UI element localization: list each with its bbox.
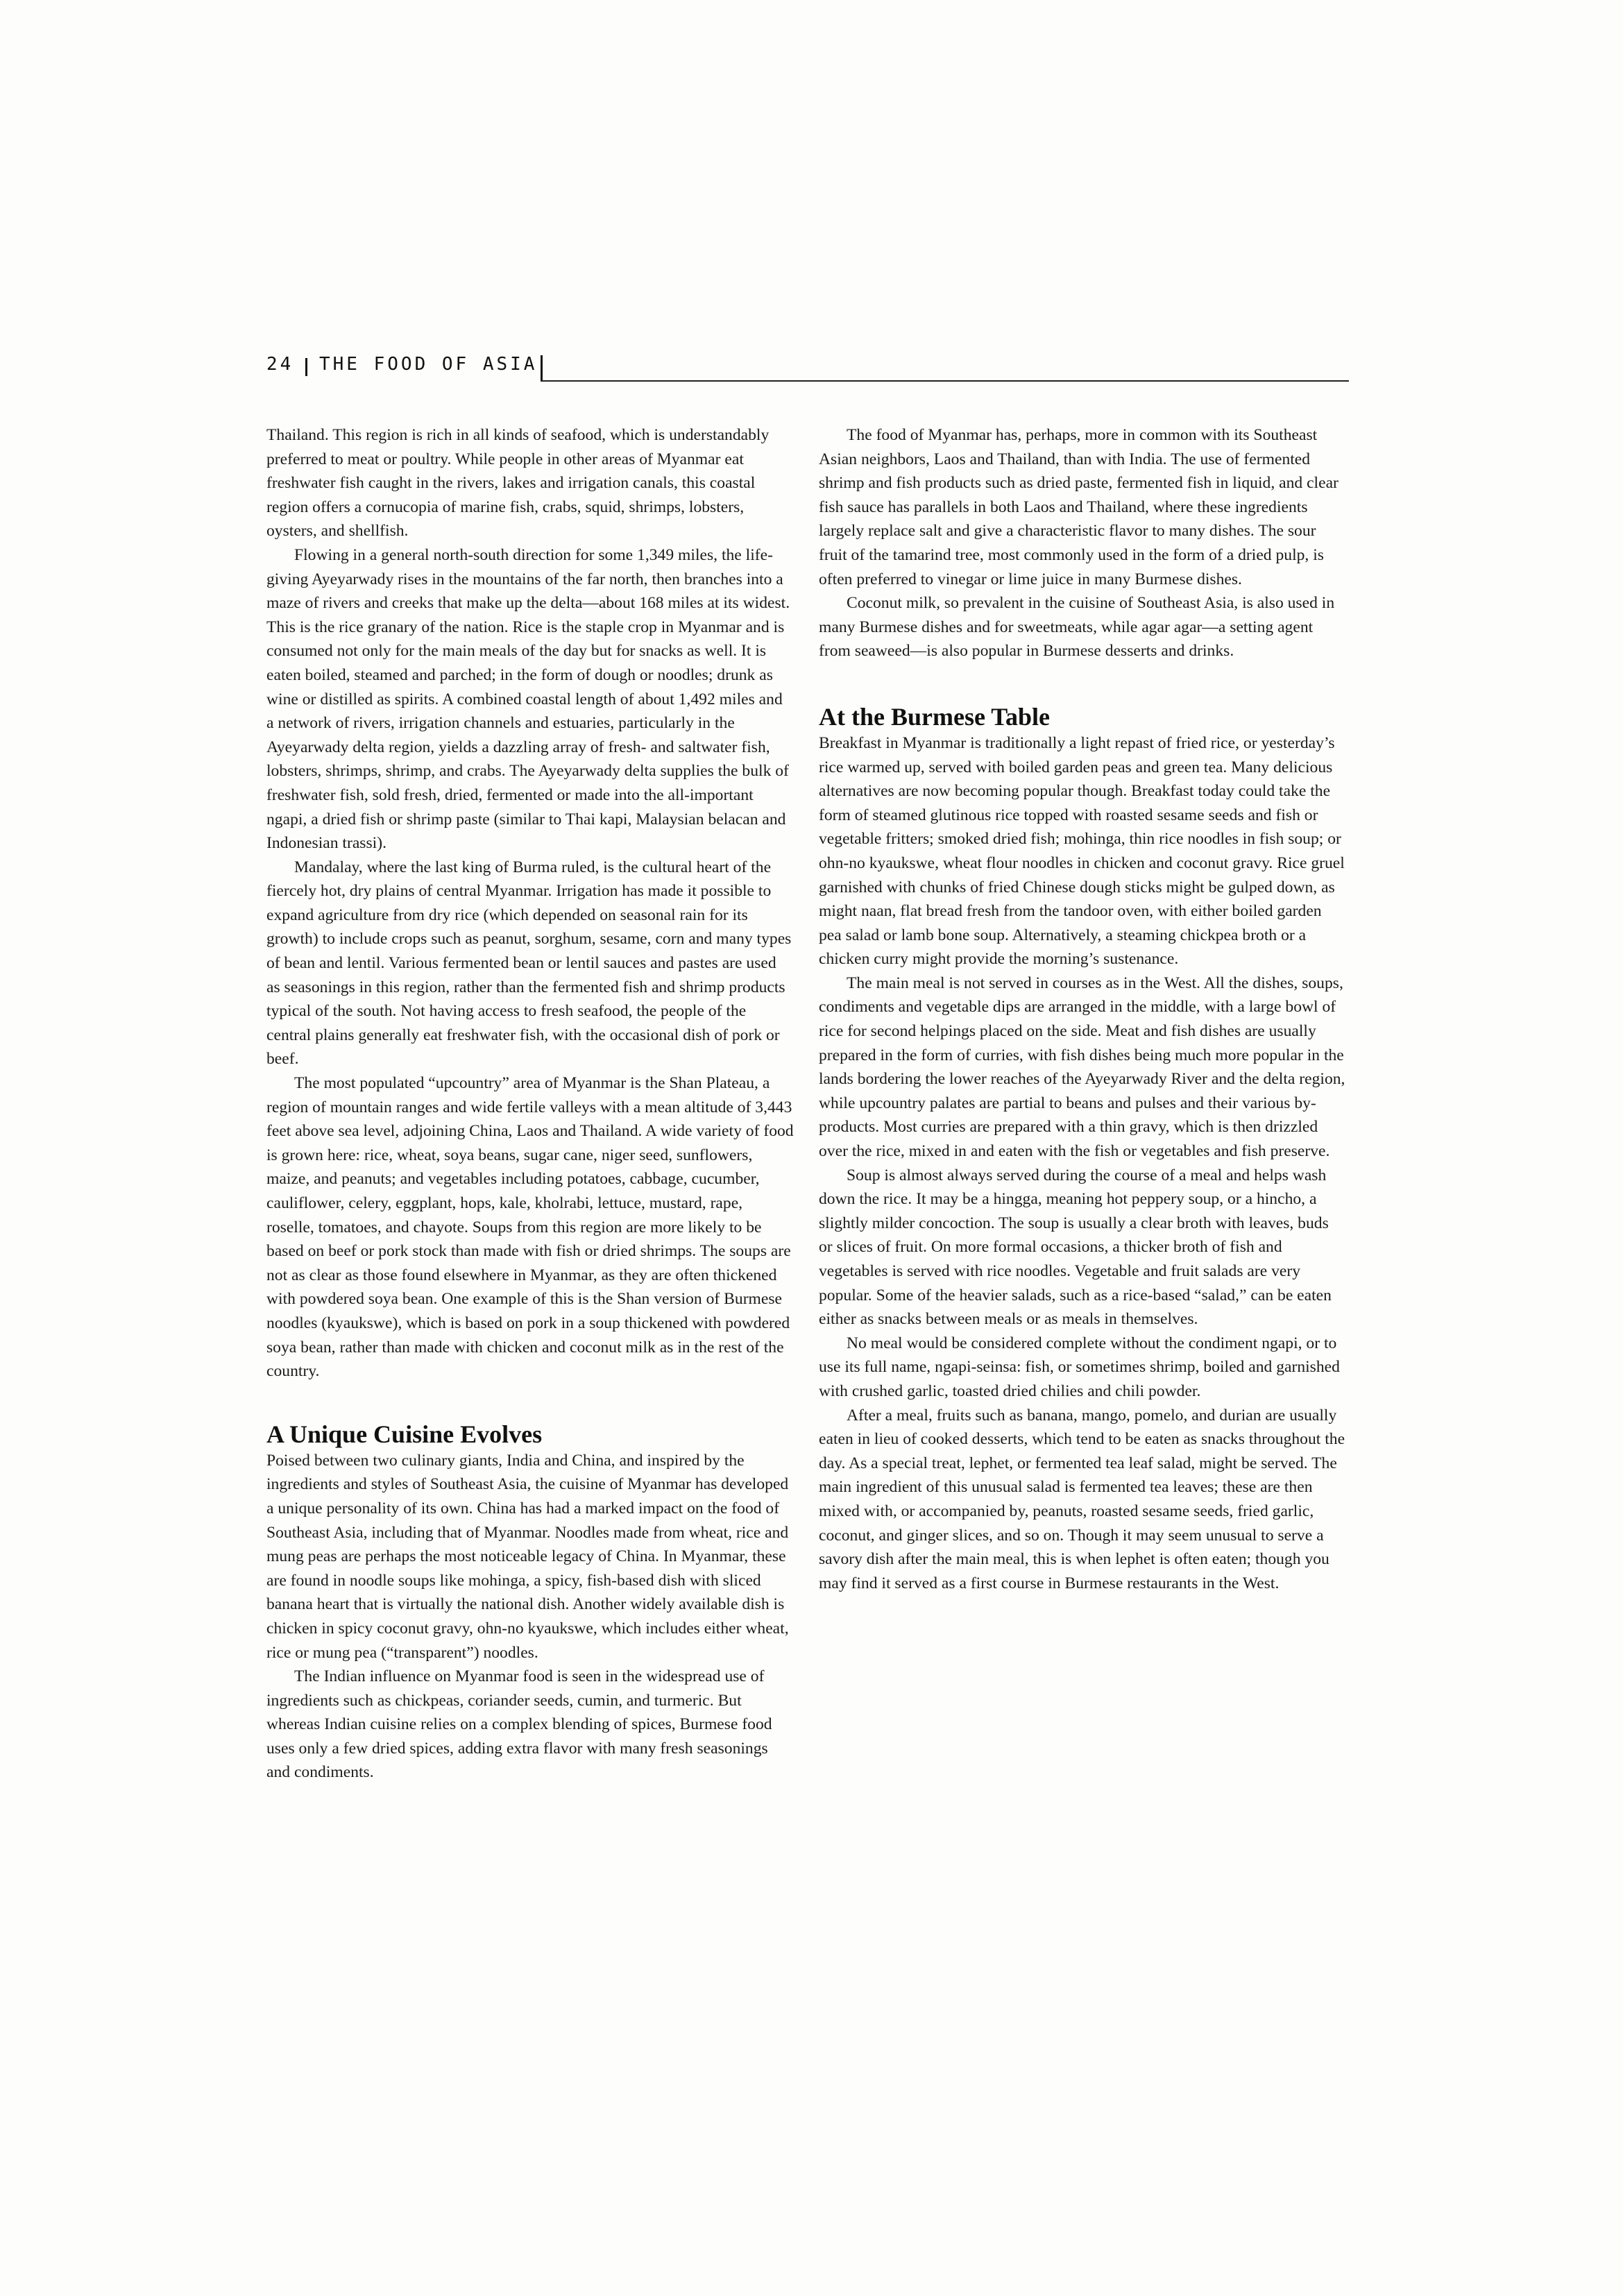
paragraph: The Indian influence on Myanmar food is seen in the widespread use of ingredients such as chickpeas, coriander seeds, cumin, and turmeric. But whereas Indian cuisine relies on a complex blending of spices, Burmese food uses only a few dried spices, adding extra flavor with many fresh seasonings and condiments. bbox=[266, 1667, 772, 1782]
left-column bbox=[266, 423, 794, 1785]
paragraph: The food of Myanmar has, perhaps, more in common with its Southeast Asian neighbors, Laos and Thailand, than with India. The use of fermented shrimp and fish products such as dried paste, fermented fish in liquid, and clear fish sauce has parallels in both Laos and Thailand, where these ingredients largely replace salt and give a characteristic flavor to many dishes. The sour fruit of the tamarind tree, most commonly used in the form of a dried pulp, is often preferred to vinegar or lime juice in many Burmese dishes. bbox=[819, 426, 1339, 588]
header-divider bbox=[305, 358, 307, 376]
paragraph: Poised between two culinary giants, India and China, and inspired by the ingredients and styles of Southeast Asia, the cuisine of Myanmar has developed a unique personality of its own. China has had a marked impact on the food of Southeast Asia, including that of Myanmar. Noodles made from wheat, rice and mung peas are perhaps the most noticeable legacy of China. In Myanmar, these are found in noodle soups like mohinga, a spicy, fish-based dish with sliced banana heart that is virtually the national dish. Another widely available dish is chicken in spicy coconut gravy, ohn-no kyaukswe, which includes either wheat, rice or mung pea (“transparent”) noodles. bbox=[266, 1451, 789, 1662]
paragraph: Thailand. This region is rich in all kinds of seafood, which is understandably preferred to meat or poultry. While people in other areas of Myanmar eat freshwater fish caught in the rivers, lakes and irrigation canals, this coastal region offers a cornucopia of marine fish, crabs, squid, shrimps, lobsters, oysters, and shellfish. bbox=[266, 426, 770, 541]
paragraph: Mandalay, where the last king of Burma ruled, is the cultural heart of the fiercely hot, dry plains of central Myanmar. Irrigation has made it possible to expand agriculture from dry rice (which depended on seasonal rain for its growth) to include crops such as peanut, sorghum, sesame, corn and many types of bean and lentil. Various fermented bean or lentil sauces and pastes are used as seasonings in this region, rather than the fermented fish and shrimp products typical of the south. Not having access to fresh seafood, the people of the central plains generally eat freshwater fish, with the occasional dish of pork or beef. bbox=[266, 858, 792, 1069]
paragraph: The main meal is not served in courses as in the West. All the dishes, soups, condiments and vegetable dips are arranged in the middle, with a large bowl of rice for second helpings placed on the side. Meat and fish dishes are usually prepared in the form of curries, with fish dishes being much more popular in the lands bordering the lower reaches of the Ayeyarwady River and the delta region, while upcountry palates are partial to beans and pulses and their various by-products. Most curries are prepared with a thin gravy, which is then drizzled over the rice, mixed in and eaten with the fish or vegetables and fish preserve. bbox=[819, 973, 1345, 1161]
running-header bbox=[266, 354, 1349, 382]
paragraph: Flowing in a general north-south direction for some 1,349 miles, the life-giving Ayeyarwady rises in the mountains of the far north, then branches into a maze of rivers and creeks that make up the delta—about 168 miles at its widest. This is the rice granary of the nation. Rice is the staple crop in Myanmar and is consumed not only for the main meals of the day but for snacks as well. It is eaten boiled, steamed and parched; in the form of dough or noodles; drunk as wine or distilled as spirits. A combined coastal length of about 1,492 miles and a network of rivers, irrigation channels and estuaries, particularly in the Ayeyarwady delta region, yields a dazzling array of fresh- and saltwater fish, lobsters, shrimps, shrimp, and crabs. The Ayeyarwady delta supplies the bulk of freshwater fish, sold fresh, dried, fermented or made into the all-important ngapi, a dried fish or shrimp paste (similar to Thai kapi, Malaysian belacan and Indonesian trassi). bbox=[266, 545, 790, 853]
paragraph: Coconut milk, so prevalent in the cuisine of Southeast Asia, is also used in many Burmese dishes and for sweetmeats, while agar agar—a setting agent from seaweed—is also popular in Burmese desserts and drinks. bbox=[819, 594, 1335, 661]
header-rule-end bbox=[541, 355, 543, 380]
paragraph: The most populated “upcountry” area of Myanmar is the Shan Plateau, a region of mountain ranges and wide fertile valleys with a mean altitude of 3,443 feet above sea level, adjoining China, Laos and Thailand. A wide variety of food is grown here: rice, wheat, soya beans, sugar cane, niger seed, sunflowers, maize, and peanuts; and vegetables including potatoes, cabbage, cucumber, cauliflower, celery, eggplant, hops, kale, kholrabi, lettuce, mustard, rape, roselle, tomatoes, and chayote. Soups from this region are more likely to be based on beef or pork stock than made with fish or dried shrimps. The soups are not as clear as those found elsewhere in Myanmar, as they are often thickened with powdered soya bean. One example of this is the Shan version of Burmese noodles (kyaukswe), which is based on pork in a soup thickened with powdered soya bean, rather than made with chicken and coconut milk as in the rest of the country. bbox=[266, 1074, 794, 1381]
paragraph: Soup is almost always served during the course of a meal and helps wash down the rice. It may be a hingga, meaning hot peppery soup, or a hincho, a slightly milder concoction. The soup is usually a clear broth with leaves, buds or slices of fruit. On more formal occasions, a thicker broth of fish and vegetables is served with rice noodles. Vegetable and fruit salads are very popular. Some of the heavier salads, such as a rice-based “salad,” can be eaten either as snacks between meals or as meals in themselves. bbox=[819, 1166, 1332, 1329]
section-heading: A Unique Cuisine Evolves bbox=[266, 1420, 543, 1448]
running-title: THE FOOD OF ASIA bbox=[319, 354, 538, 375]
header-rule bbox=[541, 380, 1349, 382]
page-number: 24 bbox=[266, 354, 294, 375]
paragraph: After a meal, fruits such as banana, mango, pomelo, and durian are usually eaten in lieu of cooked desserts, which tend to be eaten as snacks throughout the day. As a special treat, lephet, or fermented tea leaf salad, might be served. The main ingredient of this unusual salad is fermented tea leaves; these are then mixed with, or accompanied by, peanuts, roasted sesame seeds, fried garlic, coconut, and ginger slices, and so on. Though it may seem unusual to serve a savory dish after the main meal, this is when lephet is often eaten; though you may find it served as a first course in Burmese restaurants in the West. bbox=[819, 1406, 1345, 1592]
paragraph: Breakfast in Myanmar is traditionally a light repast of fried rice, or yesterday’s rice warmed up, served with boiled garden peas and green tea. Many delicious alternatives are now becoming popular though. Breakfast today could take the form of steamed glutinous rice topped with roasted sesame seeds and fish or vegetable fritters; smoked dried fish; mohinga, thin rice noodles in fish soup; or ohn-no kyaukswe, wheat flour noodles in chicken and coconut gravy. Rice gruel garnished with chunks of fried Chinese dough sticks might be gulped down, as might naan, flat bread fresh from the tandoor oven, with either boiled garden pea salad or lamb bone soup. Alternatively, a steaming chickpea broth or a chicken curry might provide the morning’s sustenance. bbox=[819, 733, 1345, 969]
right-column bbox=[819, 423, 1346, 1595]
section-heading: At the Burmese Table bbox=[819, 702, 1050, 731]
paragraph: No meal would be considered complete without the condiment ngapi, or to use its full name, ngapi-seinsa: fish, or sometimes shrimp, boiled and garnished with crushed garlic, toasted dried chilies and chili powder. bbox=[819, 1334, 1340, 1400]
